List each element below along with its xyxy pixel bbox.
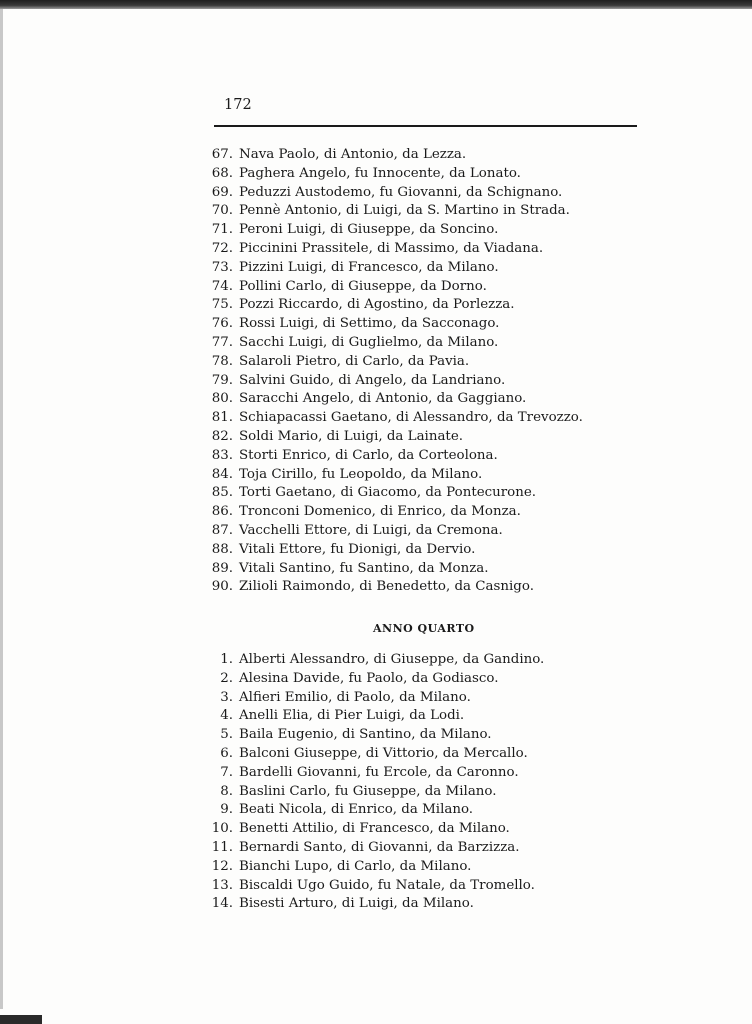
list-entry bbox=[190, 165, 583, 184]
entry-number: 71. bbox=[211, 222, 233, 238]
entry-number: 70. bbox=[211, 203, 233, 219]
list-entry bbox=[190, 240, 583, 259]
entry-number: 12. bbox=[211, 858, 233, 874]
entry-text: Schiapacassi Gaetano, di Alessandro, da Trevozzo. bbox=[239, 410, 583, 426]
entry-number: 82. bbox=[211, 428, 233, 444]
entry-text: Alfieri Emilio, di Paolo, da Milano. bbox=[239, 689, 471, 705]
list-entry bbox=[190, 390, 583, 409]
entry-text: Alesina Davide, fu Paolo, da Godiasco. bbox=[239, 670, 499, 686]
entry-number: 80. bbox=[211, 391, 233, 407]
entry-text: Alberti Alessandro, di Giuseppe, da Gandino. bbox=[239, 652, 545, 667]
entry-number: 68. bbox=[211, 165, 233, 181]
list-entry bbox=[190, 764, 544, 783]
list-entry bbox=[190, 522, 583, 541]
entry-text: Paghera Angelo, fu Innocente, da Lonato. bbox=[239, 165, 521, 181]
entry-text: Tronconi Domenico, di Enrico, da Monza. bbox=[239, 504, 521, 520]
entry-number: 1. bbox=[220, 652, 233, 667]
list-entry bbox=[190, 839, 544, 858]
page-number: 172 bbox=[224, 97, 252, 113]
entry-number: 81. bbox=[211, 410, 233, 426]
entry-number: 9. bbox=[220, 802, 233, 818]
list-entry bbox=[190, 334, 583, 353]
list-entry bbox=[190, 296, 583, 315]
list-entry bbox=[190, 428, 583, 447]
entry-text: Toja Cirillo, fu Leopoldo, da Milano. bbox=[239, 466, 483, 482]
entry-text: Nava Paolo, di Antonio, da Lezza. bbox=[239, 147, 467, 162]
entry-number: 7. bbox=[220, 764, 233, 780]
entry-number: 84. bbox=[211, 466, 233, 482]
list-entry bbox=[190, 372, 583, 391]
list-entry bbox=[190, 707, 544, 726]
entry-text: Bernardi Santo, di Giovanni, da Barzizza. bbox=[239, 839, 520, 855]
entry-number: 10. bbox=[211, 821, 233, 837]
list-entry bbox=[190, 447, 583, 466]
entry-text: Pollini Carlo, di Giuseppe, da Dorno. bbox=[239, 278, 487, 294]
list-entry bbox=[190, 651, 544, 670]
entry-number: 74. bbox=[211, 278, 233, 294]
list-entry bbox=[190, 146, 583, 165]
entry-text: Bisesti Arturo, di Luigi, da Milano. bbox=[239, 896, 474, 912]
list-entry bbox=[190, 541, 583, 560]
entry-text: Peduzzi Austodemo, fu Giovanni, da Schignano. bbox=[239, 184, 563, 200]
entry-number: 67. bbox=[211, 147, 233, 162]
entry-number: 4. bbox=[220, 708, 233, 724]
entry-text: Pizzini Luigi, di Francesco, da Milano. bbox=[239, 259, 499, 275]
list-entry bbox=[190, 259, 583, 278]
entry-text: Vacchelli Ettore, di Luigi, da Cremona. bbox=[239, 522, 503, 538]
scan-left-edge bbox=[0, 9, 3, 1009]
list-entry bbox=[190, 466, 583, 485]
list-entry bbox=[190, 503, 583, 522]
entry-number: 75. bbox=[211, 297, 233, 313]
entry-text: Pozzi Riccardo, di Agostino, da Porlezza. bbox=[239, 297, 515, 313]
entry-number: 77. bbox=[211, 334, 233, 350]
entry-number: 76. bbox=[211, 316, 233, 332]
list-entry bbox=[190, 783, 544, 802]
list-entry bbox=[190, 484, 583, 503]
entry-text: Soldi Mario, di Luigi, da Lainate. bbox=[239, 428, 463, 444]
section-heading: ANNO QUARTO bbox=[373, 622, 475, 635]
list-entry bbox=[190, 560, 583, 579]
list-entry bbox=[190, 726, 544, 745]
entry-number: 79. bbox=[211, 372, 233, 388]
entry-text: Benetti Attilio, di Francesco, da Milano. bbox=[239, 821, 510, 837]
list-entry bbox=[190, 745, 544, 764]
list-entry bbox=[190, 820, 544, 839]
entry-text: Saracchi Angelo, di Antonio, da Gaggiano. bbox=[239, 391, 527, 407]
entry-number: 83. bbox=[211, 447, 233, 463]
entry-text: Baslini Carlo, fu Giuseppe, da Milano. bbox=[239, 783, 497, 799]
entry-text: Sacchi Luigi, di Guglielmo, da Milano. bbox=[239, 334, 499, 350]
entry-number: 13. bbox=[211, 877, 233, 893]
list-entry bbox=[190, 221, 583, 240]
entry-text: Vitali Santino, fu Santino, da Monza. bbox=[239, 560, 489, 576]
entry-number: 11. bbox=[211, 839, 233, 855]
student-list-continued bbox=[190, 146, 583, 597]
entry-number: 87. bbox=[211, 522, 233, 538]
scan-corner-mark bbox=[0, 1015, 42, 1024]
entry-number: 6. bbox=[220, 745, 233, 761]
entry-number: 78. bbox=[211, 353, 233, 369]
entry-text: Rossi Luigi, di Settimo, da Sacconago. bbox=[239, 316, 500, 332]
scan-top-edge bbox=[0, 0, 752, 9]
list-entry bbox=[190, 801, 544, 820]
list-entry bbox=[190, 895, 544, 914]
entry-number: 86. bbox=[211, 504, 233, 520]
list-entry bbox=[190, 858, 544, 877]
entry-text: Zilioli Raimondo, di Benedetto, da Casnigo. bbox=[239, 579, 534, 595]
entry-number: 69. bbox=[211, 184, 233, 200]
list-entry bbox=[190, 578, 583, 597]
list-entry bbox=[190, 409, 583, 428]
entry-text: Bardelli Giovanni, fu Ercole, da Caronno. bbox=[239, 764, 519, 780]
list-entry bbox=[190, 202, 583, 221]
entry-text: Bianchi Lupo, di Carlo, da Milano. bbox=[239, 858, 472, 874]
entry-number: 89. bbox=[211, 560, 233, 576]
entry-number: 8. bbox=[220, 783, 233, 799]
entry-text: Torti Gaetano, di Giacomo, da Pontecurone. bbox=[239, 485, 537, 501]
list-entry bbox=[190, 877, 544, 896]
entry-number: 85. bbox=[211, 485, 233, 501]
header-rule bbox=[214, 125, 637, 127]
entry-text: Beati Nicola, di Enrico, da Milano. bbox=[239, 802, 474, 818]
list-entry bbox=[190, 278, 583, 297]
entry-text: Biscaldi Ugo Guido, fu Natale, da Tromello. bbox=[239, 877, 535, 893]
list-entry bbox=[190, 689, 544, 708]
entry-text: Pennè Antonio, di Luigi, da S. Martino in Strada. bbox=[239, 203, 570, 219]
entry-number: 5. bbox=[220, 727, 233, 743]
entry-number: 88. bbox=[211, 541, 233, 557]
entry-text: Balconi Giuseppe, di Vittorio, da Mercallo. bbox=[239, 745, 528, 761]
entry-number: 3. bbox=[220, 689, 233, 705]
entry-text: Peroni Luigi, di Giuseppe, da Soncino. bbox=[239, 222, 499, 238]
entry-number: 72. bbox=[211, 240, 233, 256]
entry-text: Salaroli Pietro, di Carlo, da Pavia. bbox=[239, 353, 470, 369]
entry-number: 90. bbox=[211, 579, 233, 595]
student-list-anno-quarto bbox=[190, 651, 544, 914]
entry-text: Baila Eugenio, di Santino, da Milano. bbox=[239, 727, 492, 743]
entry-text: Storti Enrico, di Carlo, da Corteolona. bbox=[239, 447, 498, 463]
list-entry bbox=[190, 353, 583, 372]
entry-number: 2. bbox=[220, 670, 233, 686]
entry-text: Anelli Elia, di Pier Luigi, da Lodi. bbox=[239, 708, 465, 724]
entry-text: Salvini Guido, di Angelo, da Landriano. bbox=[239, 372, 506, 388]
list-entry bbox=[190, 670, 544, 689]
list-entry bbox=[190, 184, 583, 203]
entry-number: 73. bbox=[211, 259, 233, 275]
list-entry bbox=[190, 315, 583, 334]
entry-text: Piccinini Prassitele, di Massimo, da Viadana. bbox=[239, 240, 544, 256]
entry-text: Vitali Ettore, fu Dionigi, da Dervio. bbox=[239, 541, 476, 557]
entry-number: 14. bbox=[211, 896, 233, 912]
